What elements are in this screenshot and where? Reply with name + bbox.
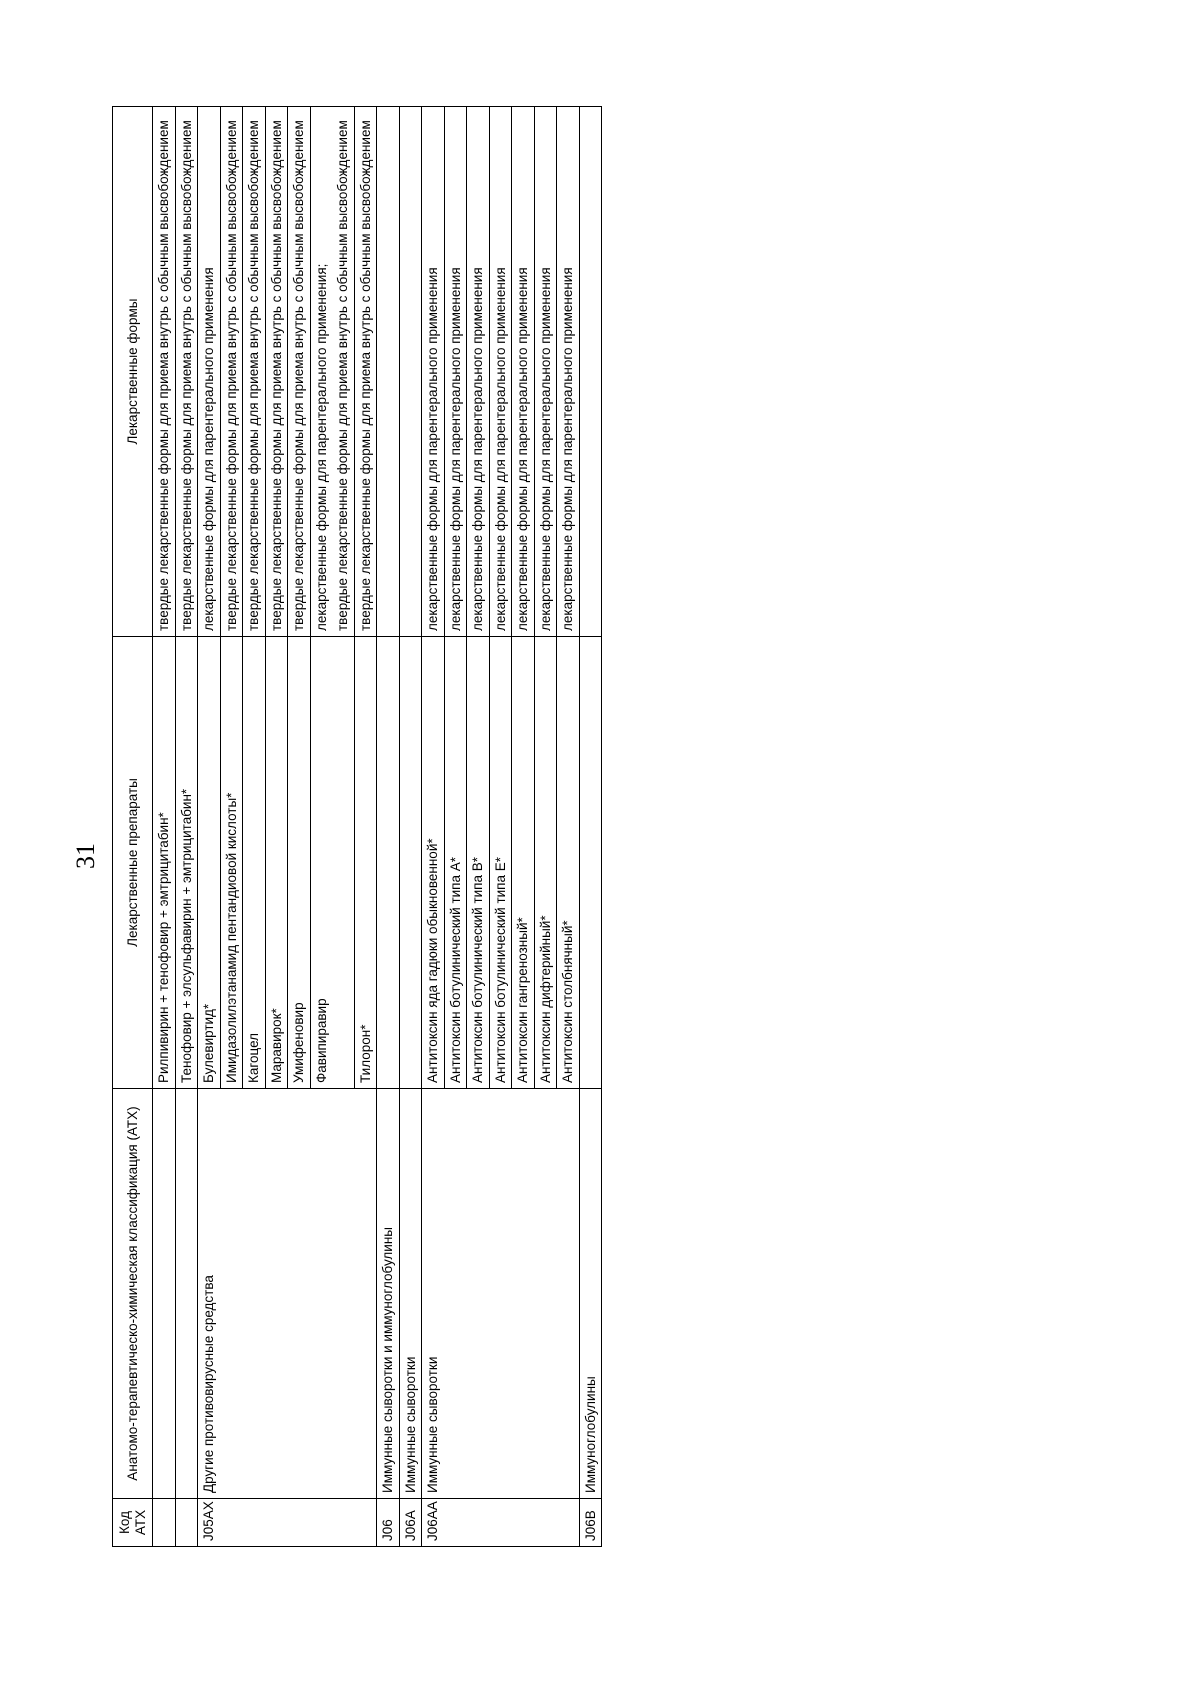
table-row [198,107,221,1547]
atc-class-cell: Иммунные сыворотки [399,1089,422,1499]
form-line: твердые лекарственные формы для приема внутрь с обычным высвобождением [178,120,194,631]
drug-cell: Антитоксин ботулинический типа Е* [489,637,512,1089]
drug-cell: Булевиртид* [198,637,221,1089]
forms-cell [512,107,535,637]
drug-cell: Антитоксин столбнячный* [557,637,580,1089]
atc-code-cell: J06B [579,1499,602,1547]
forms-cell [579,107,602,637]
table-row [175,107,198,1547]
header-atc: Анатомо-терапевтическо-химическая классификация (АТХ) [113,1089,153,1499]
forms-cell [444,107,467,637]
drug-cell: Тенофовир + элсульфавирин + эмтрицитабин* [175,637,198,1089]
atc-class-cell: Другие противовирусные средства [198,1089,377,1499]
table-row [579,107,602,1547]
form-line: твердые лекарственные формы для приема внутрь с обычным высвобождением [156,120,172,631]
atc-code-cell [153,1499,176,1547]
rotated-page-content [112,107,1072,1547]
drug-cell [377,637,400,1089]
atc-class-cell: Иммунные сыворотки и иммуноглобулины [377,1089,400,1499]
drug-cell: Умифеновир [288,637,311,1089]
forms-cell [489,107,512,637]
forms-cell [557,107,580,637]
atc-class-cell [175,1089,198,1499]
form-line: лекарственные формы для парентерального применения [447,267,463,631]
drug-cell: Антитоксин дифтерийный* [534,637,557,1089]
header-row [113,107,153,1547]
header-code: Код АТХ [113,1499,153,1547]
atc-code-cell: J05AX [198,1499,377,1547]
form-line: твердые лекарственные формы для приема внутрь с обычным высвобождением [223,120,239,631]
drug-cell: Фавипиравир [310,637,354,1089]
forms-cell [377,107,400,637]
forms-cell [422,107,445,637]
forms-cell [220,107,243,637]
forms-cell [265,107,288,637]
forms-cell [243,107,266,637]
forms-cell [310,107,354,637]
form-line: твердые лекарственные формы для приема внутрь с обычным высвобождением [246,120,262,631]
atc-code-cell: J06 [377,1499,400,1547]
atc-class-cell [153,1089,176,1499]
form-line: лекарственные формы для парентерального применения [492,267,508,631]
atc-class-cell: Иммуноглобулины [579,1089,602,1499]
form-line: твердые лекарственные формы для приема внутрь с обычным высвобождением [268,120,284,631]
form-line: лекарственные формы для парентерального применения [425,267,441,631]
form-line: лекарственные формы для парентерального применения [201,267,217,631]
drug-cell: Антитоксин яда гадюки обыкновенной* [422,637,445,1089]
atc-code-cell [175,1499,198,1547]
form-line: твердые лекарственные формы для приема внутрь с обычным высвобождением [335,120,351,631]
drug-cell: Антитоксин ботулинический типа А* [444,637,467,1089]
drug-cell: Антитоксин гангренозный* [512,637,535,1089]
table-row [377,107,400,1547]
forms-cell [534,107,557,637]
form-line: твердые лекарственные формы для приема внутрь с обычным высвобождением [291,120,307,631]
table-row [399,107,422,1547]
drug-cell: Имидазолилэтанамид пентандиовой кислоты* [220,637,243,1089]
form-line: твердые лекарственные формы для приема внутрь с обычным высвобождением [357,120,373,631]
forms-cell [288,107,311,637]
atc-code-cell: J06A [399,1499,422,1547]
table-row [153,107,176,1547]
header-drugs: Лекарственные препараты [113,637,153,1089]
atc-code-cell: J06AA [422,1499,580,1547]
drug-cell: Рилпивирин + тенофовир + эмтрицитабин* [153,637,176,1089]
form-line: лекарственные формы для парентерального применения [537,267,553,631]
drug-cell [399,637,422,1089]
forms-cell [467,107,490,637]
drug-table [112,106,602,1547]
forms-cell [399,107,422,637]
atc-class-cell: Иммунные сыворотки [422,1089,580,1499]
drug-cell: Тилорон* [354,637,377,1089]
form-line: лекарственные формы для парентерального применения [470,267,486,631]
header-forms: Лекарственные формы [113,107,153,637]
page-number: 31 [71,843,100,869]
forms-cell [354,107,377,637]
form-line: лекарственные формы для парентерального применения [515,267,531,631]
forms-cell [153,107,176,637]
forms-cell [175,107,198,637]
drug-cell: Маравирок* [265,637,288,1089]
drug-cell [579,637,602,1089]
drug-cell: Кагоцел [243,637,266,1089]
forms-cell [198,107,221,637]
drug-cell: Антитоксин ботулинический типа В* [467,637,490,1089]
table-row [422,107,445,1547]
form-line: лекарственные формы для парентерального применения; [313,263,329,631]
form-line: лекарственные формы для парентерального применения [560,267,576,631]
